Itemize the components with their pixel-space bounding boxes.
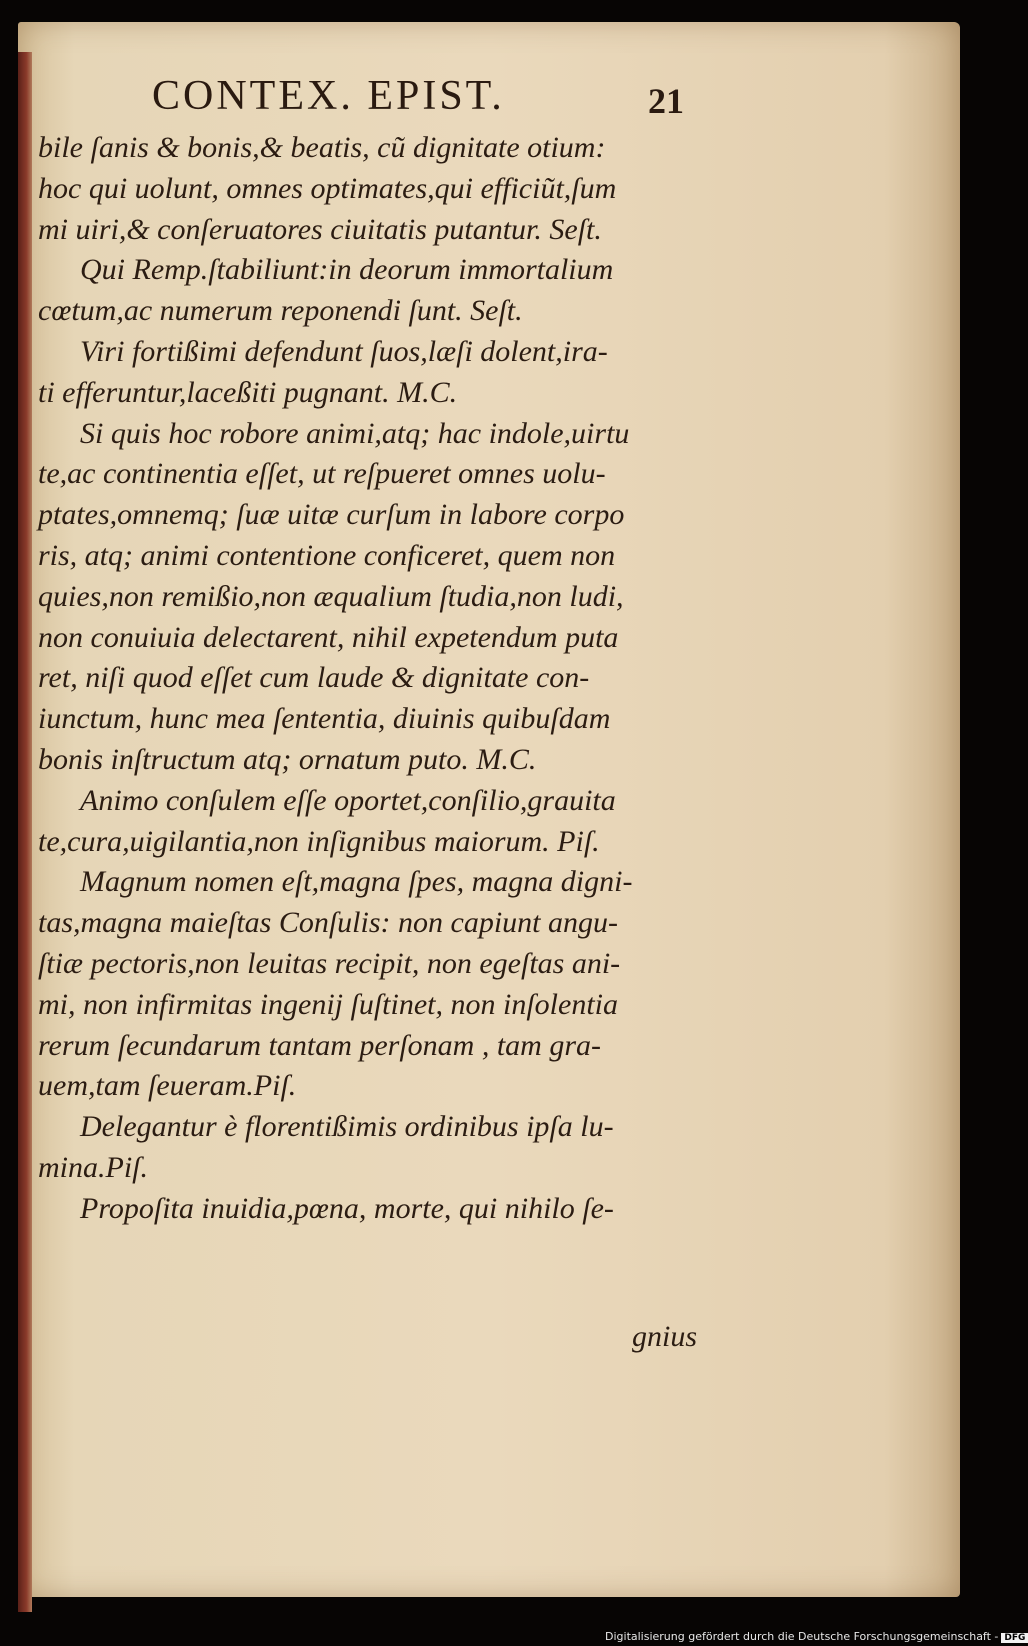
text-line: te,ac continentia eſſet, ut reſpueret omnes uolu- — [38, 457, 606, 491]
text-line: Propoſita inuidia,pœna, morte, qui nihilo ſe- — [80, 1191, 614, 1225]
text-line: iunctum, hunc mea ſententia, diuinis quibuſdam — [38, 702, 611, 736]
text-line: cœtum,ac numerum reponendi ſunt. Seſt. — [38, 294, 523, 328]
catchword: gnius — [632, 1320, 698, 1353]
text-line: Delegantur è florentißimis ordinibus ipſa lu- — [80, 1110, 614, 1144]
body-text — [38, 128, 714, 1230]
page-binding-edge — [18, 52, 32, 1612]
text-line: Qui Remp.ſtabiliunt:in deorum immortalium — [80, 253, 614, 287]
text-line: ris, atq; animi contentione conficeret, quem non — [38, 538, 616, 572]
text-line: Viri fortißimi defendunt ſuos,læſi dolent,ira- — [80, 334, 608, 368]
text-line: Magnum nomen eſt,magna ſpes, magna digni- — [80, 865, 633, 899]
text-line: non conuiuia delectarent, nihil expetendum puta — [38, 620, 619, 654]
text-line: tas,magna maieſtas Conſulis: non capiunt angu- — [38, 906, 618, 940]
text-line: uem,tam ſeueram.Piſ. — [38, 1069, 297, 1103]
text-line: ſtiæ pectoris,non leuitas recipit, non egeſtas ani- — [38, 946, 621, 980]
text-line: bonis inſtructum atq; ornatum puto. M.C. — [38, 742, 537, 776]
text-line: Animo conſulem eſſe oportet,conſilio,grauita — [80, 783, 616, 817]
text-line: mina.Piſ. — [38, 1150, 148, 1184]
dfg-logo: DFG — [1001, 1633, 1028, 1643]
text-line: Si quis hoc robore animi,atq; hac indole,uirtu — [80, 416, 630, 450]
text-line: ret, niſi quod eſſet cum laude & dignitate con- — [38, 661, 590, 695]
running-header: CONTEX. EPIST. — [152, 73, 505, 119]
text-line: ptates,omnemq; ſuæ uitæ curſum in labore corpo — [38, 498, 625, 532]
text-line: rerum ſecundarum tantam perſonam , tam gra- — [38, 1028, 602, 1062]
text-line: mi, non infirmitas ingenij ſuſtinet, non inſolentia — [38, 987, 618, 1021]
text-line: quies,non remißio,non æqualium ſtudia,non ludi, — [38, 579, 624, 613]
text-line: hoc qui uolunt, omnes optimates,qui efficiũt,ſum — [38, 171, 617, 205]
text-line: mi uiri,& conſeruatores ciuitatis putantur. Seſt. — [38, 212, 602, 246]
credit-text: Digitalisierung gefördert durch die Deutsche Forschungsgemeinschaft - — [605, 1630, 999, 1643]
text-line: bile ſanis & bonis,& beatis, cũ dignitate otium: — [38, 131, 606, 164]
text-line: ti efferuntur,laceßiti pugnant. M.C. — [38, 375, 458, 409]
digitization-credit — [605, 1630, 1028, 1643]
page-number: 21 — [648, 81, 684, 121]
text-line: te,cura,uigilantia,non inſignibus maiorum. Piſ. — [38, 824, 600, 858]
